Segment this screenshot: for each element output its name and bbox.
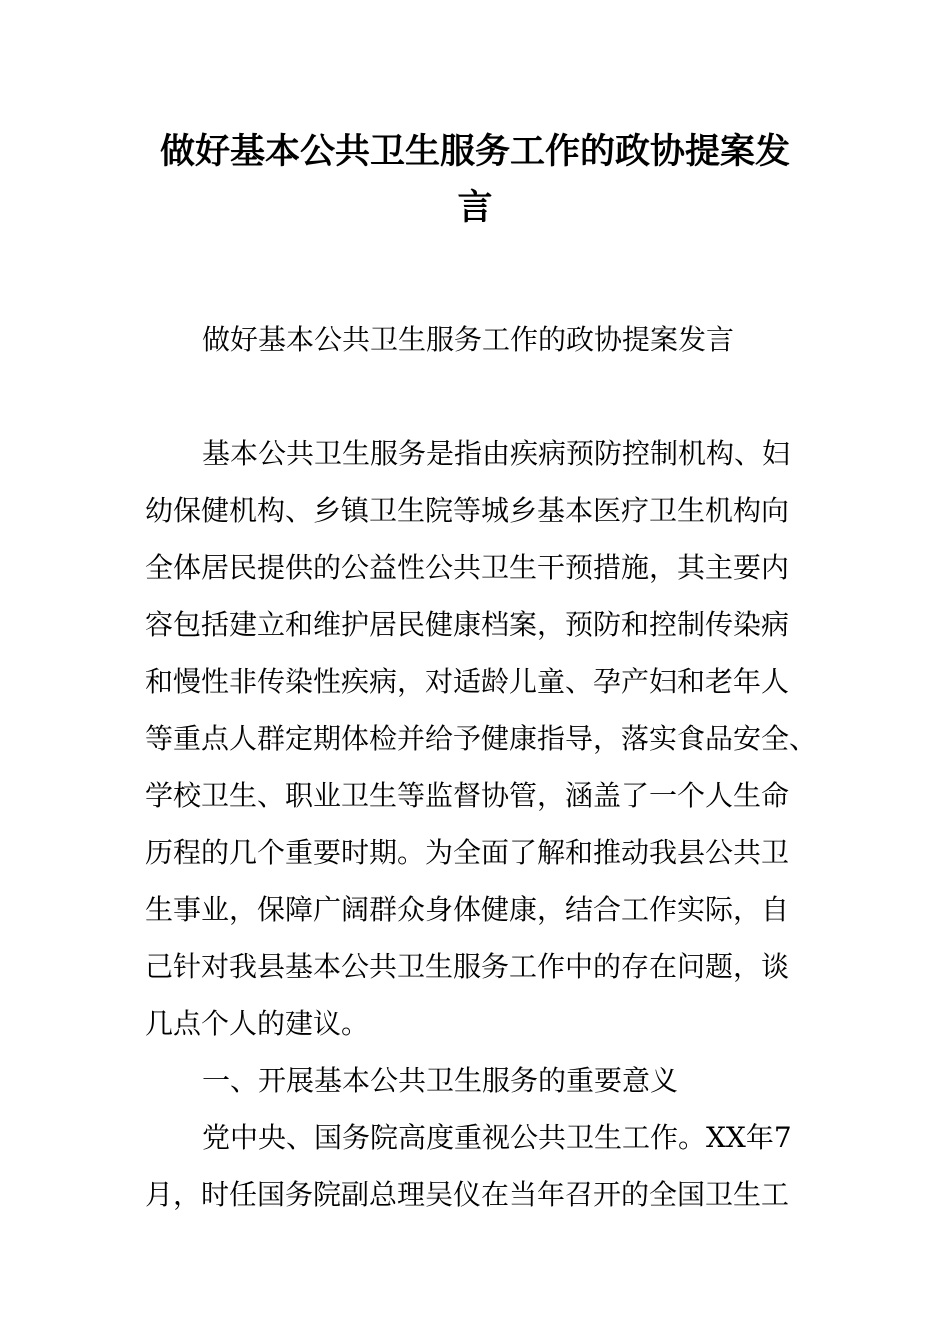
- paragraph-1-line: 学校卫生、职业卫生等监督协管，涵盖了一个人生命: [145, 779, 790, 812]
- paragraph-1-line: 生事业，保障广阔群众身体健康，结合工作实际，自: [145, 893, 790, 926]
- paragraph-1-line: 几点个人的建议。: [145, 1007, 370, 1040]
- paragraph-1-line: 幼保健机构、乡镇卫生院等城乡基本医疗卫生机构向: [145, 494, 790, 527]
- paragraph-2-line: 月，时任国务院副总理吴仪在当年召开的全国卫生工: [145, 1178, 790, 1211]
- document-title-line-1: 做好基本公共卫生服务工作的政协提案发: [159, 132, 790, 172]
- paragraph-1-line: 和慢性非传染性疾病，对适龄儿童、孕产妇和老年人: [145, 665, 790, 698]
- document-title-line-2: 言: [457, 188, 493, 228]
- document-subtitle: 做好基本公共卫生服务工作的政协提案发言: [202, 323, 735, 356]
- paragraph-1-line: 历程的几个重要时期。为全面了解和推动我县公共卫: [145, 836, 790, 869]
- paragraph-1-line: 全体居民提供的公益性公共卫生干预措施，其主要内: [145, 551, 790, 584]
- paragraph-1-line: 等重点人群定期体检并给予健康指导，落实食品安全、: [145, 722, 818, 755]
- section-heading-1: 一、开展基本公共卫生服务的重要意义: [202, 1064, 679, 1097]
- paragraph-1-line: 基本公共卫生服务是指由疾病预防控制机构、妇: [202, 437, 791, 470]
- paragraph-2-line: 党中央、国务院高度重视公共卫生工作。XX年7: [202, 1121, 792, 1154]
- paragraph-1-line: 己针对我县基本公共卫生服务工作中的存在问题，谈: [145, 950, 790, 983]
- paragraph-1-line: 容包括建立和维护居民健康档案，预防和控制传染病: [145, 608, 790, 641]
